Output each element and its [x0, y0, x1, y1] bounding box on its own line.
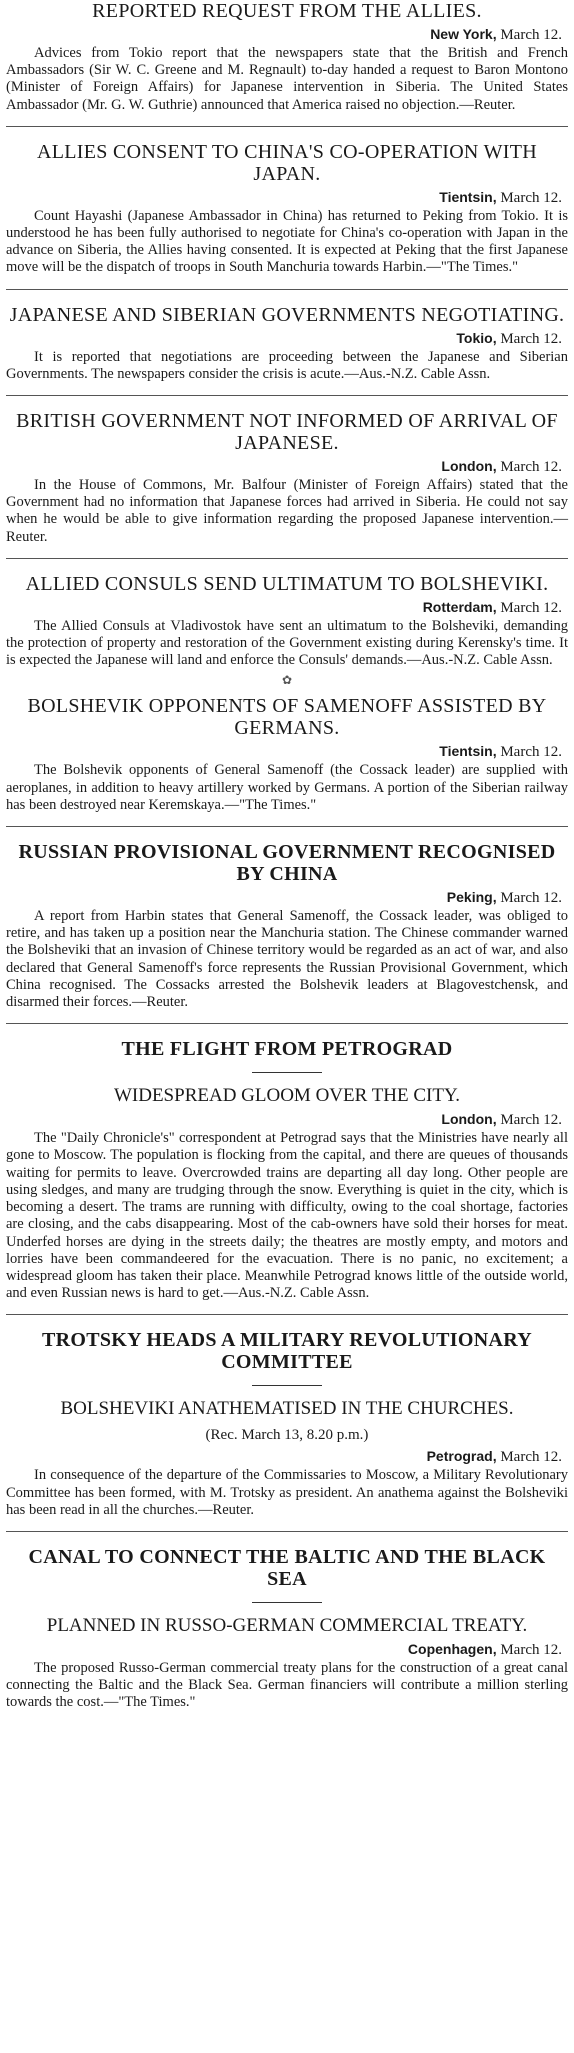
dateline-date: March 12.: [500, 189, 562, 206]
article: [6, 141, 568, 277]
article-body: Count Hayashi (Japanese Ambassador in China) has returned to Peking from Tokio. It is understood he has been fully authorised to negotiate for China's co-operation with Japan in the advance on Siberia, the Allies having consented. It is expected at Peking that the first Japanese move will be the dispatch of troops in South Manchuria towards Harbin.—"The Times.": [6, 207, 568, 276]
dateline: [6, 458, 562, 476]
headline: ALLIED CONSULS SEND ULTIMATUM TO BOLSHEVIKI.: [25, 572, 549, 595]
received-note: (Rec. March 13, 8.20 p.m.): [205, 1427, 369, 1444]
section-divider: [6, 126, 568, 127]
section-divider: [6, 1023, 568, 1024]
subheadline: BOLSHEVIKI ANATHEMATISED IN THE CHURCHES.: [60, 1398, 514, 1420]
article: [6, 695, 568, 814]
dateline-date: March 12.: [500, 890, 562, 907]
headline: BOLSHEVIK OPPONENTS OF SAMENOFF ASSISTED BY GERMANS.: [27, 695, 547, 740]
dateline-date: March 12.: [500, 459, 562, 476]
dateline: [6, 599, 562, 617]
dateline-place: London,: [441, 1111, 497, 1128]
article: [6, 1329, 568, 1519]
section-divider: [6, 1531, 568, 1532]
headline-rule: [252, 1072, 322, 1073]
dateline-place: Rotterdam,: [422, 598, 497, 615]
article: [6, 304, 568, 383]
section-divider: [6, 1314, 568, 1315]
dateline-date: March 12.: [500, 1449, 562, 1466]
dateline-place: New York,: [430, 26, 497, 42]
subheadline: PLANNED IN RUSSO-GERMAN COMMERCIAL TREATY.: [46, 1614, 528, 1636]
dateline-place: London,: [441, 458, 497, 475]
dateline-place: Tientsin,: [439, 188, 497, 205]
dateline: [6, 1448, 562, 1466]
ornament-icon: ✿: [281, 673, 293, 688]
article-body: The proposed Russo-German commercial treaty plans for the construction of a great canal connecting the Baltic and the Black Sea. German financiers will contribute a million sterling towards the cost.—"The Times.": [6, 1659, 568, 1711]
dateline-date: March 12.: [500, 1641, 562, 1658]
article: [6, 841, 568, 1011]
dateline-place: Petrograd,: [426, 1448, 497, 1465]
newspaper-column: [6, 0, 568, 1712]
dateline-date: March 12.: [500, 1112, 562, 1129]
article: [6, 1038, 568, 1302]
dateline-date: March 12.: [500, 599, 562, 616]
article-body: The Bolshevik opponents of General Samenoff (the Cossack leader) are supplied with aeroplanes, in addition to heavy artillery worked by Germans. A portion of the Siberian railway has been destroyed near Keremskaya.—"The Times.": [6, 762, 568, 813]
headline-rule: [252, 1385, 322, 1386]
headline: BRITISH GOVERNMENT NOT INFORMED OF ARRIVAL OF JAPANESE.: [16, 410, 558, 455]
headline: REPORTED REQUEST FROM THE ALLIES.: [92, 0, 482, 22]
dateline-place: Tokio,: [456, 329, 497, 346]
section-divider: [6, 558, 568, 559]
headline: THE FLIGHT FROM PETROGRAD: [121, 1038, 453, 1061]
article-body: The "Daily Chronicle's" correspondent at Petrograd says that the Ministries have nearly all gone to Moscow. The population is flocking from the capital, and there are queues of thousands waiting for permits to leave. Overcrowded trains are departing all day long. Other people are using sledges, and many are trudging through the snow. Everything is quiet in the city, which is becoming a desert. The trams are running with difficulty, owing to the coal shortage, factories are closing, and the cabs disappearing. Most of the cab-owners have sold their horses for meat. Underfed horses are dying in the streets daily; the theatres are mostly empty, and motors and lorries have been commandeered for the evacuation. There is no panic, no excitement; a widespread gloom has taken their place. Meanwhile Petrograd knows little of the outside world, and even Russian news is hard to get.—Aus.-N.Z. Cable Assn.: [6, 1130, 568, 1302]
dateline: [6, 1641, 562, 1659]
dateline-place: Copenhagen,: [407, 1640, 497, 1657]
headline: CANAL TO CONNECT THE BALTIC AND THE BLACK SEA: [28, 1545, 546, 1590]
section-divider: [6, 826, 568, 827]
article-body: Advices from Tokio report that the newspapers state that the British and French Ambassadors (Sir W. C. Greene and M. Regnault) to-day handed a request to Baron Montono (Minister of Foreign Affairs) for Japanese intervention in Siberia. The United States Ambassador (Mr. G. W. Guthrie) announced that America raised no objection.—Reuter.: [6, 45, 568, 113]
article-body: In the House of Commons, Mr. Balfour (Minister of Foreign Affairs) stated that the Government had no information that Japanese forces had arrived in Siberia. He could not say when he would be able to give information regarding the proposed Japanese intervention.—Reuter.: [6, 477, 568, 545]
dateline: [6, 189, 562, 207]
article-body: A report from Harbin states that General Samenoff, the Cossack leader, was obliged to retire, and has taken up a position near the Manchuria station. The Chinese commander warned the Bolsheviki that an invasion of Chinese territory would be regarded as an act of war, and also declared that General Samenoff's force represents the Russian Provisional Government, which China recognised. The Cossacks arrested the Bolshevik leaders at Blagovestchensk, and disarmed their forces.—Reuter.: [6, 908, 568, 1011]
article: [6, 410, 568, 546]
article-body: The Allied Consuls at Vladivostok have sent an ultimatum to the Bolsheviki, demanding the protection of property and restoration of the Government existing during Kerensky's time. It is expected the Japanese will land and enforce the Consuls' demands.—Aus.-N.Z. Cable Assn.: [6, 617, 568, 669]
dateline-date: March 12.: [500, 27, 562, 43]
dateline-place: Peking,: [446, 889, 497, 906]
article-body: In consequence of the departure of the Commissaries to Moscow, a Military Revolutionary Committee has been formed, with M. Trotsky as president. An anathema against the Bolsheviki has been read in all the churches.—Reuter.: [6, 1467, 568, 1518]
section-divider: [6, 289, 568, 290]
dateline: [6, 26, 562, 44]
article: [6, 1546, 568, 1712]
dateline-date: March 12.: [500, 744, 562, 761]
headline: TROTSKY HEADS A MILITARY REVOLUTIONARY COMMITTEE: [41, 1329, 533, 1374]
headline-rule: [252, 1602, 322, 1603]
dateline: [6, 889, 562, 907]
subheadline: WIDESPREAD GLOOM OVER THE CITY.: [113, 1085, 461, 1107]
article: [6, 0, 568, 114]
section-divider: [6, 395, 568, 396]
headline: JAPANESE AND SIBERIAN GOVERNMENTS NEGOTIATING.: [9, 303, 565, 326]
article: [6, 573, 568, 670]
dateline: [6, 1111, 562, 1129]
dateline: [6, 330, 562, 348]
dateline-date: March 12.: [500, 330, 562, 347]
dateline-place: Tientsin,: [439, 743, 497, 760]
dateline: [6, 743, 562, 761]
headline: RUSSIAN PROVISIONAL GOVERNMENT RECOGNISED BY CHINA: [18, 841, 556, 886]
headline: ALLIES CONSENT TO CHINA'S CO-OPERATION WITH JAPAN.: [36, 140, 538, 185]
article-body: It is reported that negotiations are proceeding between the Japanese and Siberian Governments. The newspapers consider the crisis is acute.—Aus.-N.Z. Cable Assn.: [6, 348, 568, 382]
